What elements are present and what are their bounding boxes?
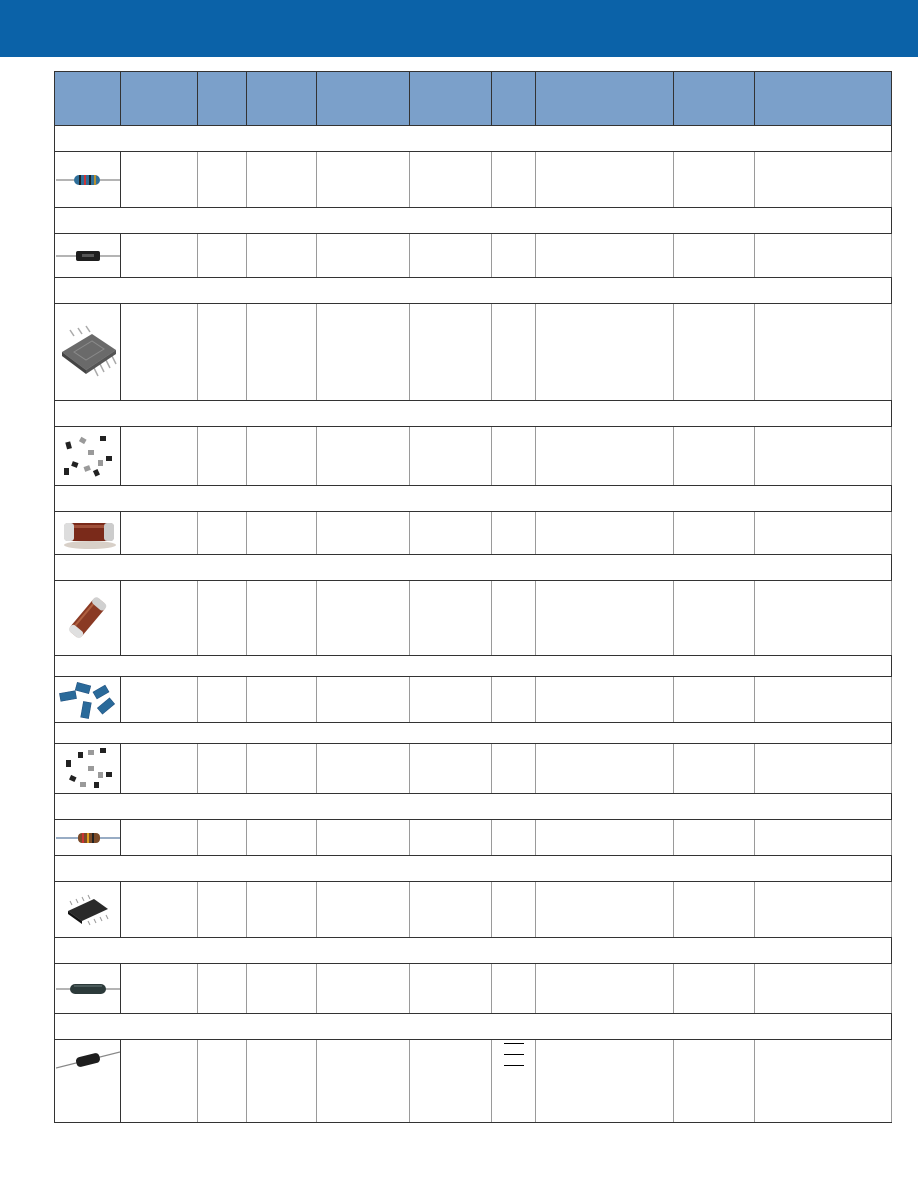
column-header bbox=[55, 72, 121, 126]
column-header bbox=[317, 72, 410, 126]
soic-package-icon bbox=[55, 304, 121, 401]
tolerance-marker-cell bbox=[492, 1040, 536, 1123]
resistor-product-table bbox=[54, 71, 892, 1123]
melf-resistor-angled-icon bbox=[55, 581, 121, 656]
section-header-row bbox=[55, 856, 892, 882]
header-band bbox=[0, 0, 918, 57]
blue-chip-resistors-icon bbox=[55, 677, 121, 723]
table-row bbox=[55, 512, 892, 555]
table-row bbox=[55, 581, 892, 656]
section-header-row bbox=[55, 656, 892, 677]
table-row bbox=[55, 304, 892, 401]
table-row bbox=[55, 882, 892, 938]
table-row bbox=[55, 427, 892, 486]
section-header-row bbox=[55, 278, 892, 304]
column-header bbox=[536, 72, 674, 126]
axial-wirewound-resistor-icon bbox=[55, 964, 121, 1014]
melf-resistor-icon bbox=[55, 512, 121, 555]
chip-resistors-scattered-icon bbox=[55, 744, 121, 794]
section-header-row bbox=[55, 401, 892, 427]
section-header-row bbox=[55, 794, 892, 820]
section-header-row bbox=[55, 486, 892, 512]
section-header-row bbox=[55, 555, 892, 581]
axial-resistor-blue-icon bbox=[55, 152, 121, 208]
column-header bbox=[247, 72, 317, 126]
column-header bbox=[674, 72, 755, 126]
table-row bbox=[55, 152, 892, 208]
section-header-row bbox=[55, 938, 892, 964]
ssop-package-icon bbox=[55, 882, 121, 938]
axial-resistor-black-icon bbox=[55, 234, 121, 278]
column-header bbox=[121, 72, 198, 126]
table-header-row bbox=[55, 72, 892, 126]
table-row bbox=[55, 234, 892, 278]
tolerance-lines bbox=[504, 1043, 524, 1066]
column-header bbox=[492, 72, 536, 126]
column-header bbox=[198, 72, 247, 126]
table-row bbox=[55, 964, 892, 1014]
section-header-row bbox=[55, 126, 892, 152]
axial-resistor-black-angled-icon bbox=[55, 1040, 121, 1123]
table-row bbox=[55, 1040, 892, 1123]
axial-resistor-brown-icon bbox=[55, 820, 121, 856]
column-header bbox=[410, 72, 492, 126]
column-header bbox=[755, 72, 892, 126]
section-header-row bbox=[55, 208, 892, 234]
section-header-row bbox=[55, 723, 892, 744]
table-row bbox=[55, 744, 892, 794]
table-row bbox=[55, 820, 892, 856]
chip-resistors-scattered-icon bbox=[55, 427, 121, 486]
section-header-row bbox=[55, 1014, 892, 1040]
table-row bbox=[55, 677, 892, 723]
